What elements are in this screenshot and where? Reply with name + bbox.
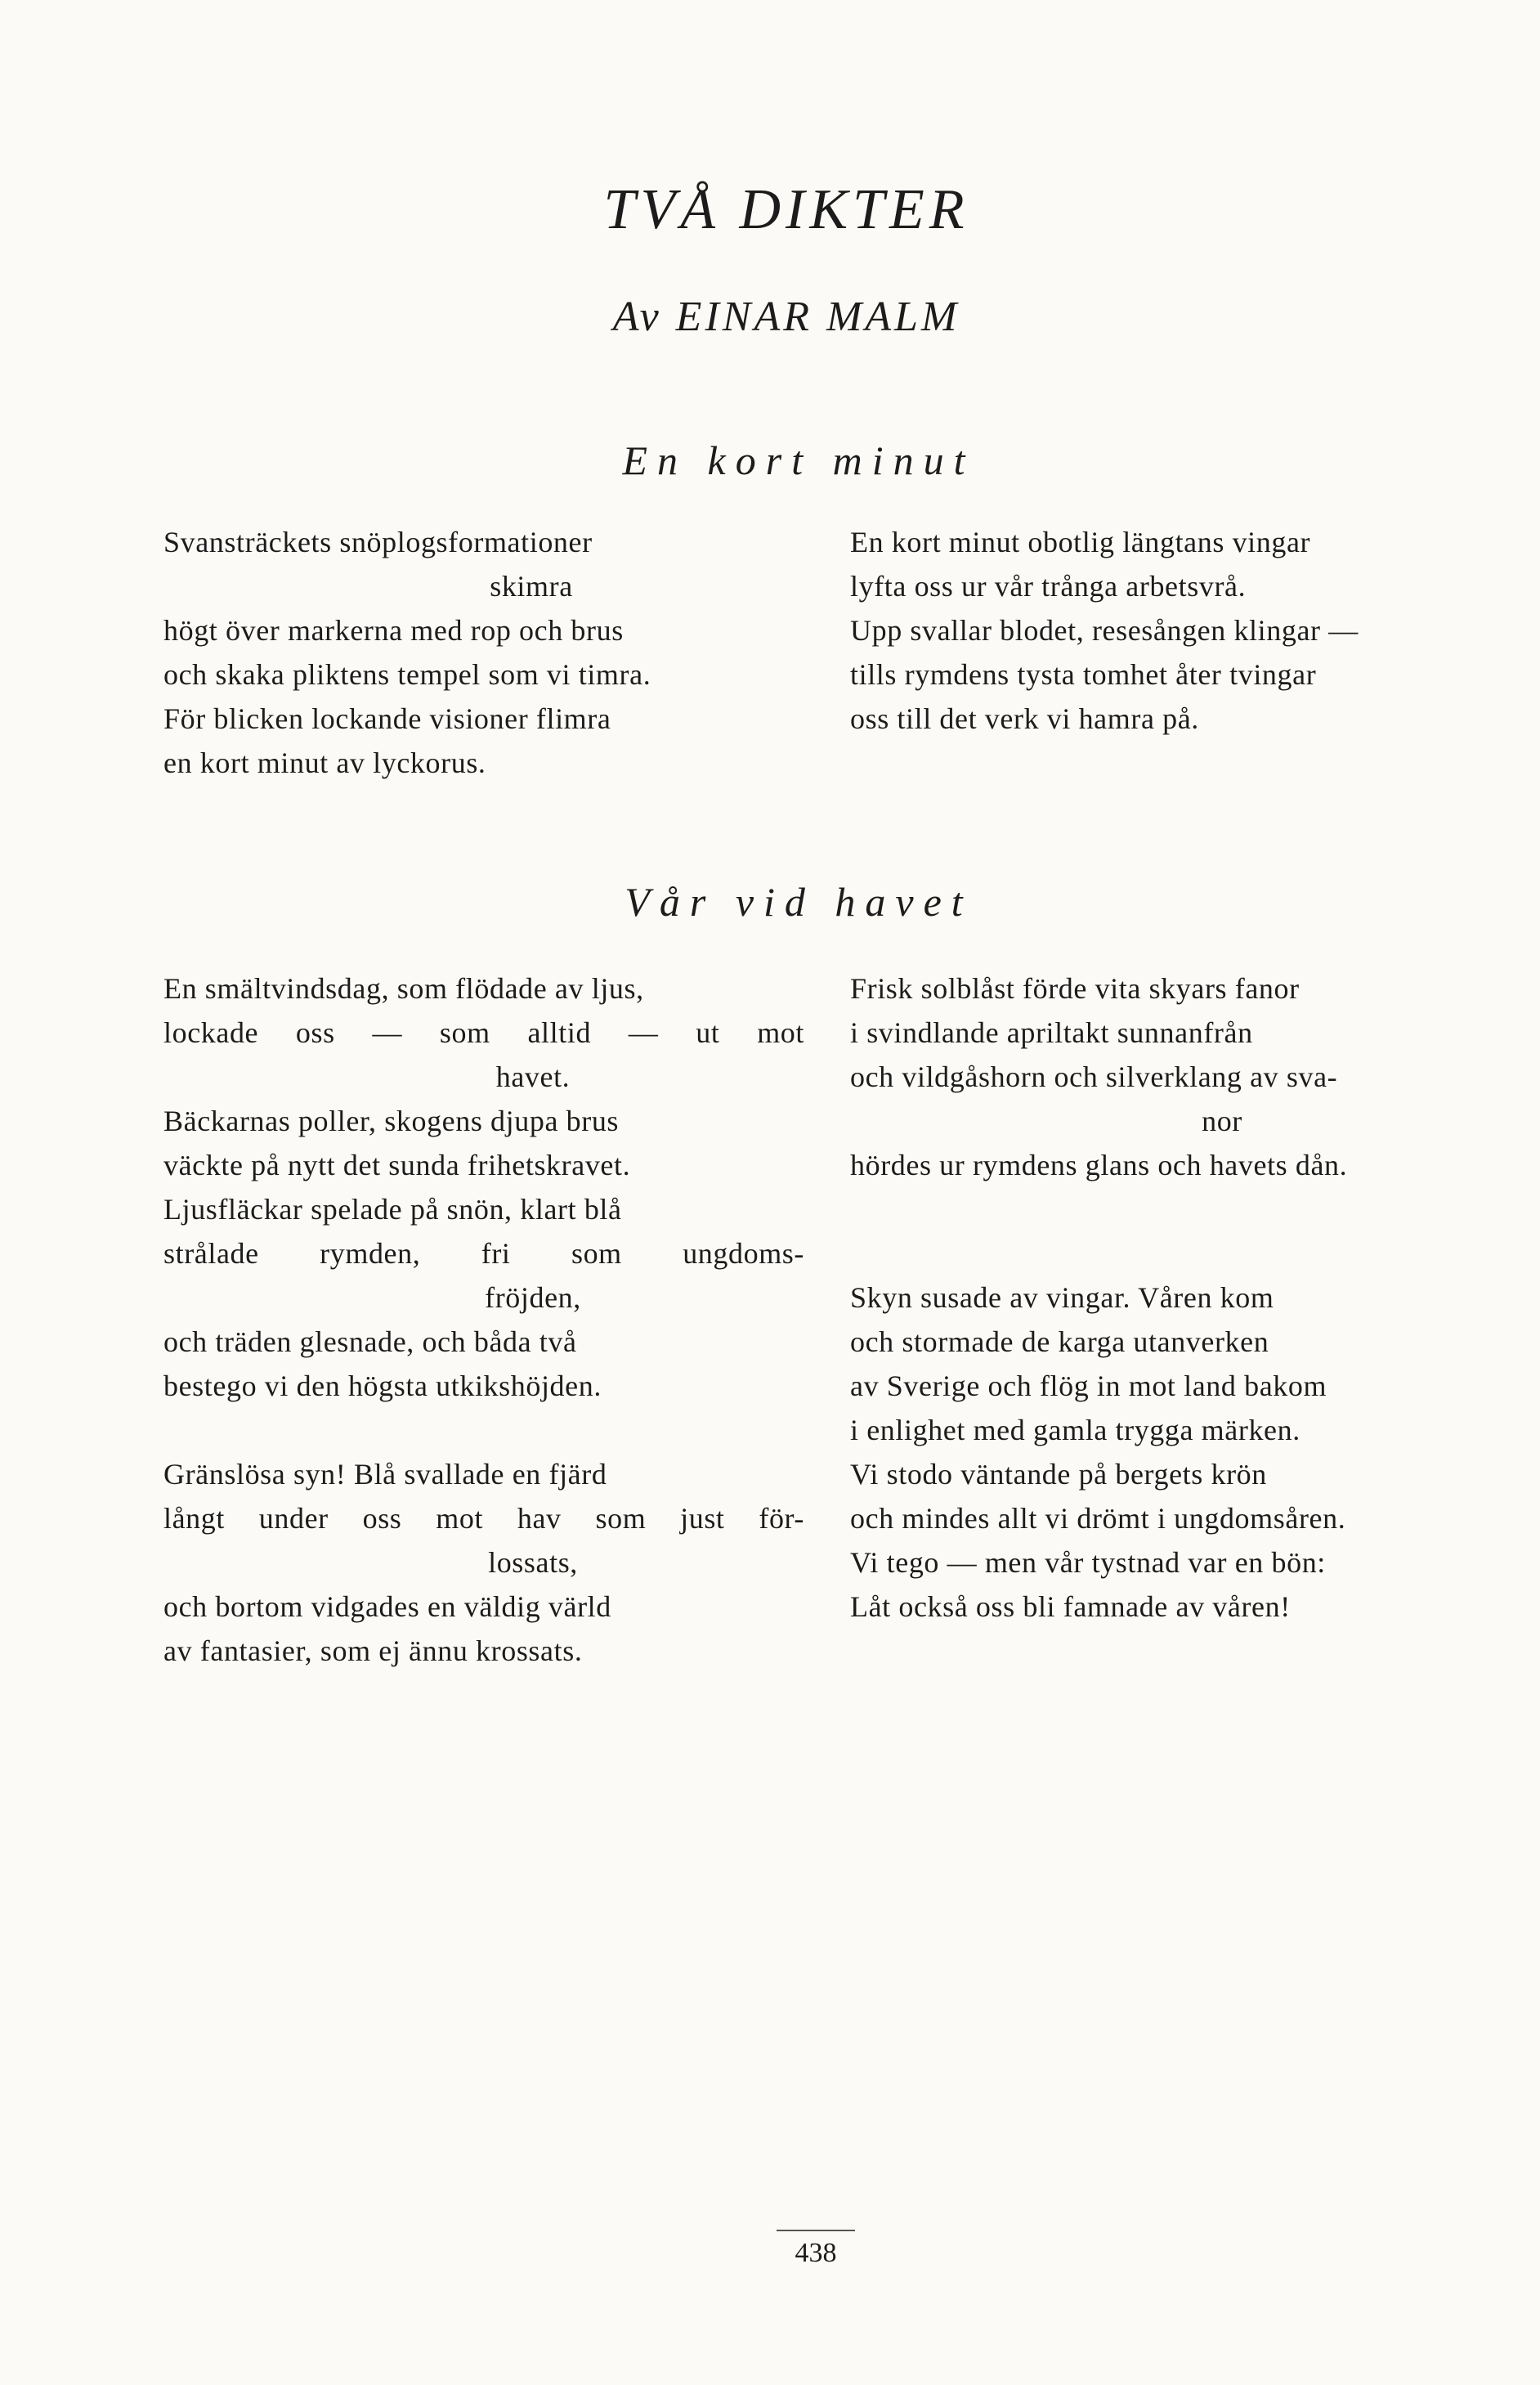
poem-title-var-vid-havet: Vår vid havet: [625, 879, 973, 925]
verse-line: lyfta oss ur vår trånga arbetsvrå.: [850, 570, 1247, 603]
poem1-right-stanza: [850, 520, 1488, 741]
verse-line: hördes ur rymdens glans och havets dån.: [850, 1149, 1348, 1181]
verse-line: av Sverige och flög in mot land bakom: [850, 1370, 1327, 1402]
verse-line: skimra: [490, 570, 573, 603]
verse-line: Låt också oss bli famnade av våren!: [850, 1590, 1291, 1623]
verse-line: väckte på nytt det sunda frihetskravet.: [163, 1149, 631, 1181]
verse-line: nor: [1202, 1105, 1242, 1137]
verse-line: Skyn susade av vingar. Våren kom: [850, 1281, 1274, 1314]
page-number-text: 438: [795, 2238, 837, 2268]
verse-line: Ljusfläckar spelade på snön, klart blå: [163, 1193, 622, 1226]
verse-line: fröjden,: [485, 1281, 581, 1314]
article-title: TVÅ DIKTER: [603, 178, 969, 241]
verse-line: tills rymdens tysta tomhet åter tvingar: [850, 658, 1317, 691]
verse-line: Bäckarnas poller, skogens djupa brus: [163, 1105, 620, 1137]
verse-line: havet.: [495, 1060, 571, 1093]
stanza-break: [163, 1408, 804, 1452]
verse-line: En smältvindsdag, som flödade av ljus,: [163, 972, 644, 1005]
verse-line: oss till det verk vi hamra på.: [850, 702, 1199, 735]
verse-line: För blicken lockande visioner flimra: [163, 702, 611, 735]
poem2-left-column: [163, 966, 804, 1673]
verse-line: Upp svallar blodet, resesången klingar —: [850, 614, 1359, 647]
page-number-rule: [777, 2230, 855, 2231]
verse-line: och mindes allt vi drömt i ungdomsåren.: [850, 1502, 1346, 1535]
article-author: Av EINAR MALM: [612, 294, 960, 340]
stanza-break: [850, 1187, 1496, 1231]
poem-title-en-kort-minut: En kort minut: [622, 437, 975, 483]
verse-line: Vi tego — men vår tystnad var en bön:: [850, 1546, 1326, 1579]
verse-line: och träden glesnade, och båda två: [163, 1325, 577, 1358]
verse-line: och stormade de karga utanverken: [850, 1325, 1269, 1358]
verse-line: och bortom vidgades en väldig värld: [163, 1590, 611, 1623]
verse-line: högt över markerna med rop och brus: [163, 614, 624, 647]
verse-line: lockade oss — som alltid — ut mot: [163, 1016, 804, 1049]
poem2-right-column: [850, 966, 1496, 1629]
verse-line: långt under oss mot hav som just för-: [163, 1502, 804, 1535]
page-number: [767, 2230, 865, 2267]
verse-line: en kort minut av lyckorus.: [163, 746, 486, 779]
verse-line: och skaka pliktens tempel som vi timra.: [163, 658, 651, 691]
verse-line: Svansträckets snöplogsformationer: [163, 526, 593, 558]
verse-line: i svindlande apriltakt sunnanfrån: [850, 1016, 1253, 1049]
verse-line: och vildgåshorn och silverklang av sva-: [850, 1060, 1338, 1093]
verse-line: i enlighet med gamla trygga märken.: [850, 1414, 1300, 1446]
verse-line: Frisk solblåst förde vita skyars fanor: [850, 972, 1300, 1005]
verse-line: av fantasier, som ej ännu krossats.: [163, 1634, 583, 1667]
verse-line: Vi stodo väntande på bergets krön: [850, 1458, 1267, 1491]
poem1-left-stanza: [163, 520, 801, 785]
verse-line: En kort minut obotlig längtans vingar: [850, 526, 1311, 558]
verse-line: Gränslösa syn! Blå svallade en fjärd: [163, 1458, 607, 1491]
stanza-break: [850, 1231, 1496, 1275]
verse-line: lossats,: [488, 1546, 578, 1579]
verse-line: bestego vi den högsta utkikshöjden.: [163, 1370, 602, 1402]
verse-line: strålade rymden, fri som ungdoms-: [163, 1237, 804, 1270]
